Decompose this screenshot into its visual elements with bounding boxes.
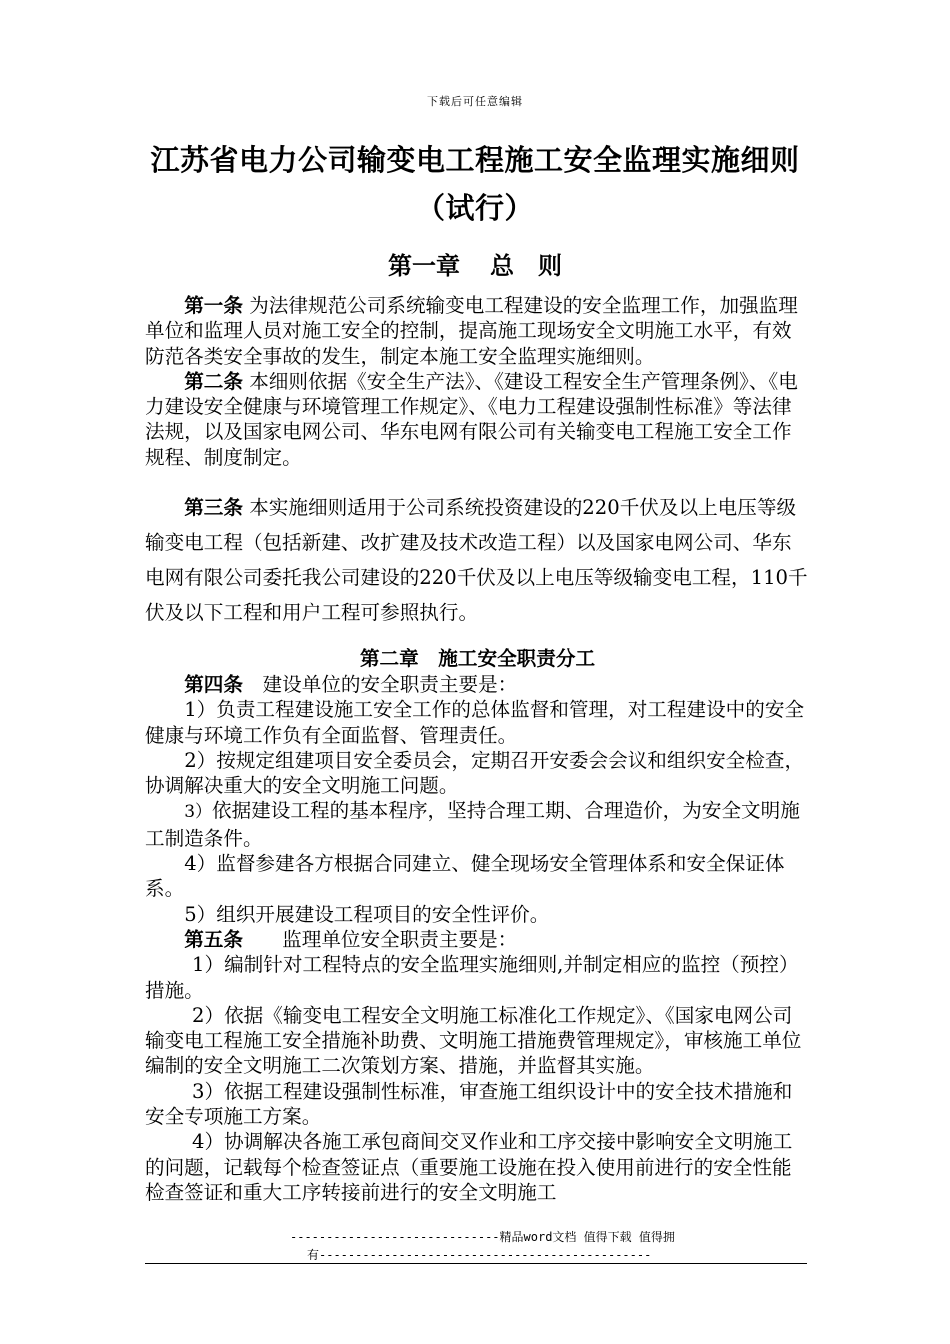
article-1 <box>145 293 810 369</box>
doc-subtitle: （试行） <box>415 191 534 225</box>
chapter-1-name: 总 则 <box>490 251 562 280</box>
article-5-lead: 监理单位安全职责主要是： <box>242 927 518 951</box>
article-3 <box>145 490 810 630</box>
article-4-item-3-text: 依据建设工程的基本程序，坚持合理工期、合理造价，为安全文明施工制造条件。 <box>145 799 800 850</box>
article-4-item <box>145 798 810 851</box>
article-5-label: 第五条 <box>184 927 243 951</box>
article-3-text: 本实施细则适用于公司系统投资建设的220千伏及以上电压等级输变电工程（包括新建、改扩建及技术改造工程）以及国家电网公司、华东电网有限公司委托我公司建设的220千伏及以上电压等级输变电工程，110千伏及以下工程和用户工程可参照执行。 <box>145 496 808 624</box>
article-2-label: 第二条 <box>184 369 243 393</box>
footer-rule <box>145 1263 807 1264</box>
article-4-item: 4）监督参建各方根据合同建立、健全现场安全管理体系和安全保证体系。 <box>145 852 785 901</box>
header-note: 下载后可任意编辑 <box>427 95 523 108</box>
article-5-item: 4）协调解决各施工承包商间交叉作业和工序交接中影响安全文明施工的问题，记载每个检查签证点（重要施工设施在投入使用前进行的安全性能检查签证和重大工序转接前进行的安全文明施工 <box>145 1130 793 1204</box>
footer-line-1: -----------------------------精品word文档 值得下载 值得拥 <box>290 1230 675 1244</box>
article-2-text: 本细则依据《安全生产法》、《建设工程安全生产管理条例》、《电力建设安全健康与环境管理工作规定》、《电力工程建设强制性标准》等法律法规，以及国家电网公司、华东电网有限公司有关输变电工程施工安全工作规程、制度制定。 <box>145 369 798 469</box>
article-5-item: 1）编制针对工程特点的安全监理实施细则,并制定相应的监控（预控）措施。 <box>145 953 799 1002</box>
article-4-item: 5）组织开展建设工程项目的安全性评价。 <box>184 902 550 926</box>
article-1-label: 第一条 <box>184 294 243 317</box>
article-4 <box>145 672 810 697</box>
chapter-1-heading <box>0 246 950 281</box>
article-4-lead: 建设单位的安全职责主要是： <box>242 673 518 696</box>
article-5-item: 3）依据工程建设强制性标准，审查施工组织设计中的安全技术措施和安全专项施工方案。 <box>145 1079 793 1129</box>
article-4-item: 1）负责工程建设施工安全工作的总体监督和管理，对工程建设中的安全健康与环境工作负有全面监督、管理责任。 <box>145 698 805 747</box>
article-4-item: 2）按规定组建项目安全委员会，定期召开安委会会议和组织安全检查，协调解决重大的安全文明施工问题。 <box>145 748 805 798</box>
article-3-label: 第三条 <box>184 496 243 519</box>
article-4-label: 第四条 <box>184 673 243 696</box>
article-1-text: 为法律规范公司系统输变电工程建设的安全监理工作，加强监理单位和监理人员对施工安全的控制，提高施工现场安全文明施工水平，有效防范各类安全事故的发生，制定本施工安全监理实施细则。 <box>145 294 798 368</box>
chapter-2-heading: 第二章 施工安全职责分工 <box>359 647 596 670</box>
article-2 <box>145 369 810 470</box>
doc-title: 江苏省电力公司输变电工程施工安全监理实施细则 <box>150 143 800 177</box>
article-4-item-3-number: 3） <box>184 802 213 823</box>
article-5-item: 2）依据《输变电工程安全文明施工标准化工作规定》、《国家电网公司输变电工程施工安全措施补助费、文明施工措施费管理规定》，审核施工单位编制的安全文明施工二次策划方案、措施，并监督其实施。 <box>145 1003 802 1078</box>
article-5 <box>145 927 810 952</box>
chapter-1-number: 第一章 <box>388 251 460 280</box>
footer-line-2: 有---------------------------------------------- <box>307 1248 652 1262</box>
articles-1-2 <box>145 293 810 470</box>
chapter-2-section <box>145 645 810 1205</box>
